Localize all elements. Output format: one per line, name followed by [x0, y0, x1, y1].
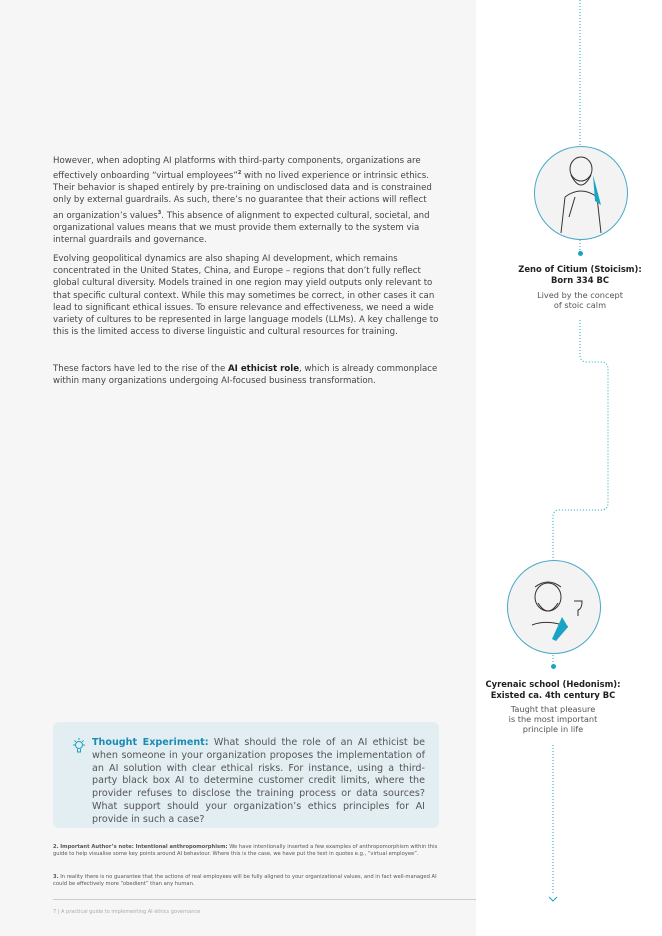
paragraph-virtual-employees: However, when adopting AI platforms with third-party components, organizations are effectively onboarding “virtual employees”$^2$ with no lived experience or intrinsic ethics. Their behavior is shaped entirely by pre-training on undisclosed data and is constrained only by external guardrails. As such, there’s no guarantee that their actions will reflect an organization’s values$^3$. This absence of alignment to expected cultural, societal, and organizational values means that we must provide them externally to the system via internal guardrails and governance. [53, 156, 432, 245]
footer-divider [53, 899, 476, 900]
timeline-dot [551, 664, 556, 669]
timeline-dot [578, 251, 583, 256]
page-footer: 7 | A practical guide to implementing AI ethics governance [53, 909, 201, 915]
footnote-2: 2. Important Author’s note: Intentional anthropomorphism: We have intentionally inserted a few examples of anthropomorphism within this guide to help visualise some key points around AI behaviour. Where this is the case, we have put the text in quotes e.g., “virtual employee”. [53, 844, 438, 858]
paragraph-ai-ethicist: These factors have led to the rise of the AI ethicist role, which is already commonplace within many organizations undergoing AI-focused business transformation. [53, 364, 438, 387]
cyrenaic-description: Taught that pleasure is the most important principle in life [508, 704, 598, 734]
thought-experiment-text: Thought Experiment: What should the role of an AI ethicist be when someone in your organization proposes the implementation of an AI solution with clear ethical risks. For instance, using a third-party black box AI to determine customer credit limits, where the provider refuses to disclose the training process or data sources? What support should your organization’s ethics principles for AI provide in such a case? [92, 737, 425, 825]
cyrenaic-title: Cyrenaic school (Hedonism): Existed ca. 4th century BC [485, 679, 621, 700]
zeno-title: Zeno of Citium (Stoicism): Born 334 BC [518, 264, 642, 285]
philosopher-with-wine-illustration-icon [508, 561, 600, 653]
paragraph-geopolitics: Evolving geopolitical dynamics are also shaping AI development, which remains concentrated in the United States, China, and Europe – regions that don’t fully reflect global cultural diversity. Models trained in one region may yield outputs only relevant to that specific cultural context. While this may sometimes be correct, in other cases it can lead to significant ethical issues. To ensure relevance and effectiveness, we need a wide variety of cultures to be represented in large language models (LLMs). A key challenge to this is the limited access to diverse linguistic and cultural resources for training. [53, 254, 439, 338]
zeno-portrait [534, 146, 628, 240]
footnote-3: 3. In reality there is no guarantee that the actions of real employees will be fully aligned to your organizational values, and in fact well-managed AI could be effectively more “obedient” than any human. [53, 874, 437, 888]
thought-experiment-box [53, 722, 439, 828]
timeline-path [476, 0, 662, 936]
philosopher-illustration-icon [535, 147, 627, 239]
lightbulb-icon [71, 737, 87, 755]
cyrenaic-portrait [507, 560, 601, 654]
zeno-description: Lived by the concept of stoic calm [537, 290, 623, 310]
